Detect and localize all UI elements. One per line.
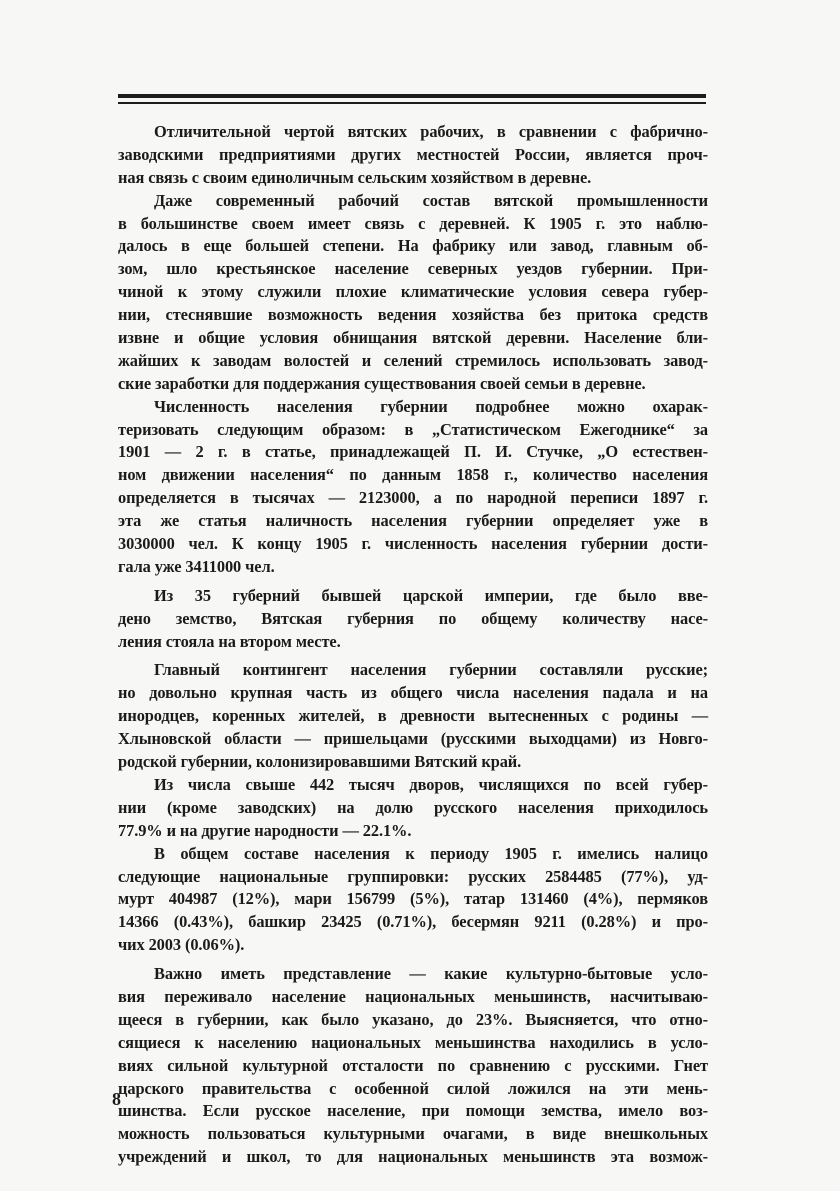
header-rule-thin [118,102,706,104]
paragraph [118,190,708,396]
text-line: эта же статья наличность населения губернии определяет уже в [118,511,708,531]
text-line: далось в еще большей степени. На фабрику или завод, главным об- [118,236,708,256]
text-line: Из числа свыше 442 тысяч дворов, числящихся по всей губер- [154,774,708,794]
body-text [118,121,708,1169]
text-line: можность пользоваться культурными очагами, в виде внешкольных [118,1124,708,1144]
text-line: следующие национальные группировки: русских 2584485 (77%), уд- [118,866,708,886]
text-line: заводскими предприятиями других местностей России, является проч- [118,144,708,164]
text-line: ские заработки для поддержания существования своей семьи в деревне. [118,373,646,393]
text-line: 77.9% и на другие народности — 22.1%. [118,820,412,840]
paragraph [118,659,708,773]
paragraph [118,963,708,1169]
text-line: ном движении населения“ по данным 1858 г., количество населения [118,465,708,485]
text-line: но довольно крупная часть из общего числа населения падала и на [118,683,708,703]
text-line: ная связь с своим единоличным сельским хозяйством в деревне. [118,167,592,187]
text-line: теризовать следующим образом: в „Статистическом Ежегоднике“ за [118,419,708,439]
text-line: виях сильной культурной отсталости по сравнению с русскими. Гнет [118,1055,708,1075]
text-line: щееся в губернии, как было указано, до 23%. Выясняется, что отно- [118,1009,708,1029]
text-line: В общем составе населения к периоду 1905 г. имелись налицо [154,843,708,863]
text-line: Хлыновской области — пришельцами (русскими выходцами) из Новго- [118,729,708,749]
page-number: 8 [112,1089,121,1109]
text-line: дено земство, Вятская губерния по общему количеству насе- [118,608,708,628]
paragraph [118,396,708,579]
text-line: вия переживало население национальных меньшинств, насчитываю- [118,986,708,1006]
text-line: Даже современный рабочий состав вятской промышленности [154,190,708,210]
text-line: сящиеся к населению национальных меньшинства находились в усло- [118,1032,708,1052]
text-line: инородцев, коренных жителей, в древности вытесненных с родины — [118,706,708,726]
text-line: Отличительной чертой вятских рабочих, в сравнении с фабрично- [154,122,708,141]
text-line: ления стояла на втором месте. [118,631,341,651]
text-line: 1901 — 2 г. в статье, принадлежащей П. И. Стучке, „О естествен- [118,442,708,462]
text-line: 14366 (0.43%), башкир 23425 (0.71%), бесермян 9211 (0.28%) и про- [118,912,708,932]
text-line: учреждений и школ, то для национальных меньшинств эта возмож- [118,1147,708,1167]
text-line: зом, шло крестьянское население северных уездов губернии. При- [118,259,708,279]
text-line: 3030000 чел. К концу 1905 г. численность населения губернии дости- [118,534,708,554]
paragraph [118,774,708,843]
text-line: царского правительства с особенной силой ложился на эти мень- [118,1078,708,1098]
text-line: нии, стеснявшие возможность ведения хозяйства без притока средств [118,305,708,325]
text-line: Численность населения губернии подробнее можно охарак- [154,396,708,416]
text-line: в большинстве своем имеет связь с деревней. К 1905 г. это наблю- [118,213,708,233]
text-line: мурт 404987 (12%), мари 156799 (5%), татар 131460 (4%), пермяков [118,889,708,909]
paragraph [118,121,708,190]
text-line: гала уже 3411000 чел. [118,556,275,576]
text-line: определяется в тысячах — 2123000, а по народной переписи 1897 г. [118,488,708,508]
text-line: Главный контингент населения губернии составляли русские; [154,660,708,680]
text-line: извне и общие условия обнищания вятской деревни. Население бли- [118,328,708,348]
text-line: родской губернии, колонизировавшими Вятский край. [118,752,522,772]
text-line: нии (кроме заводских) на долю русского населения приходилось [118,797,708,817]
header-rule-thick [118,94,706,98]
text-line: жайших к заводам волостей и селений стремилось использовать завод- [118,350,708,370]
text-line: чиной к этому служили плохие климатические условия севера губер- [118,282,708,302]
text-line: Важно иметь представление — какие культурно-бытовые усло- [154,964,708,984]
paragraph [118,585,708,654]
text-line: шинства. Если русское население, при помощи земства, имело воз- [118,1101,708,1121]
paragraph [118,843,708,957]
text-line: чих 2003 (0.06%). [118,935,245,955]
text-line: Из 35 губерний бывшей царской империи, где было вве- [154,585,708,605]
